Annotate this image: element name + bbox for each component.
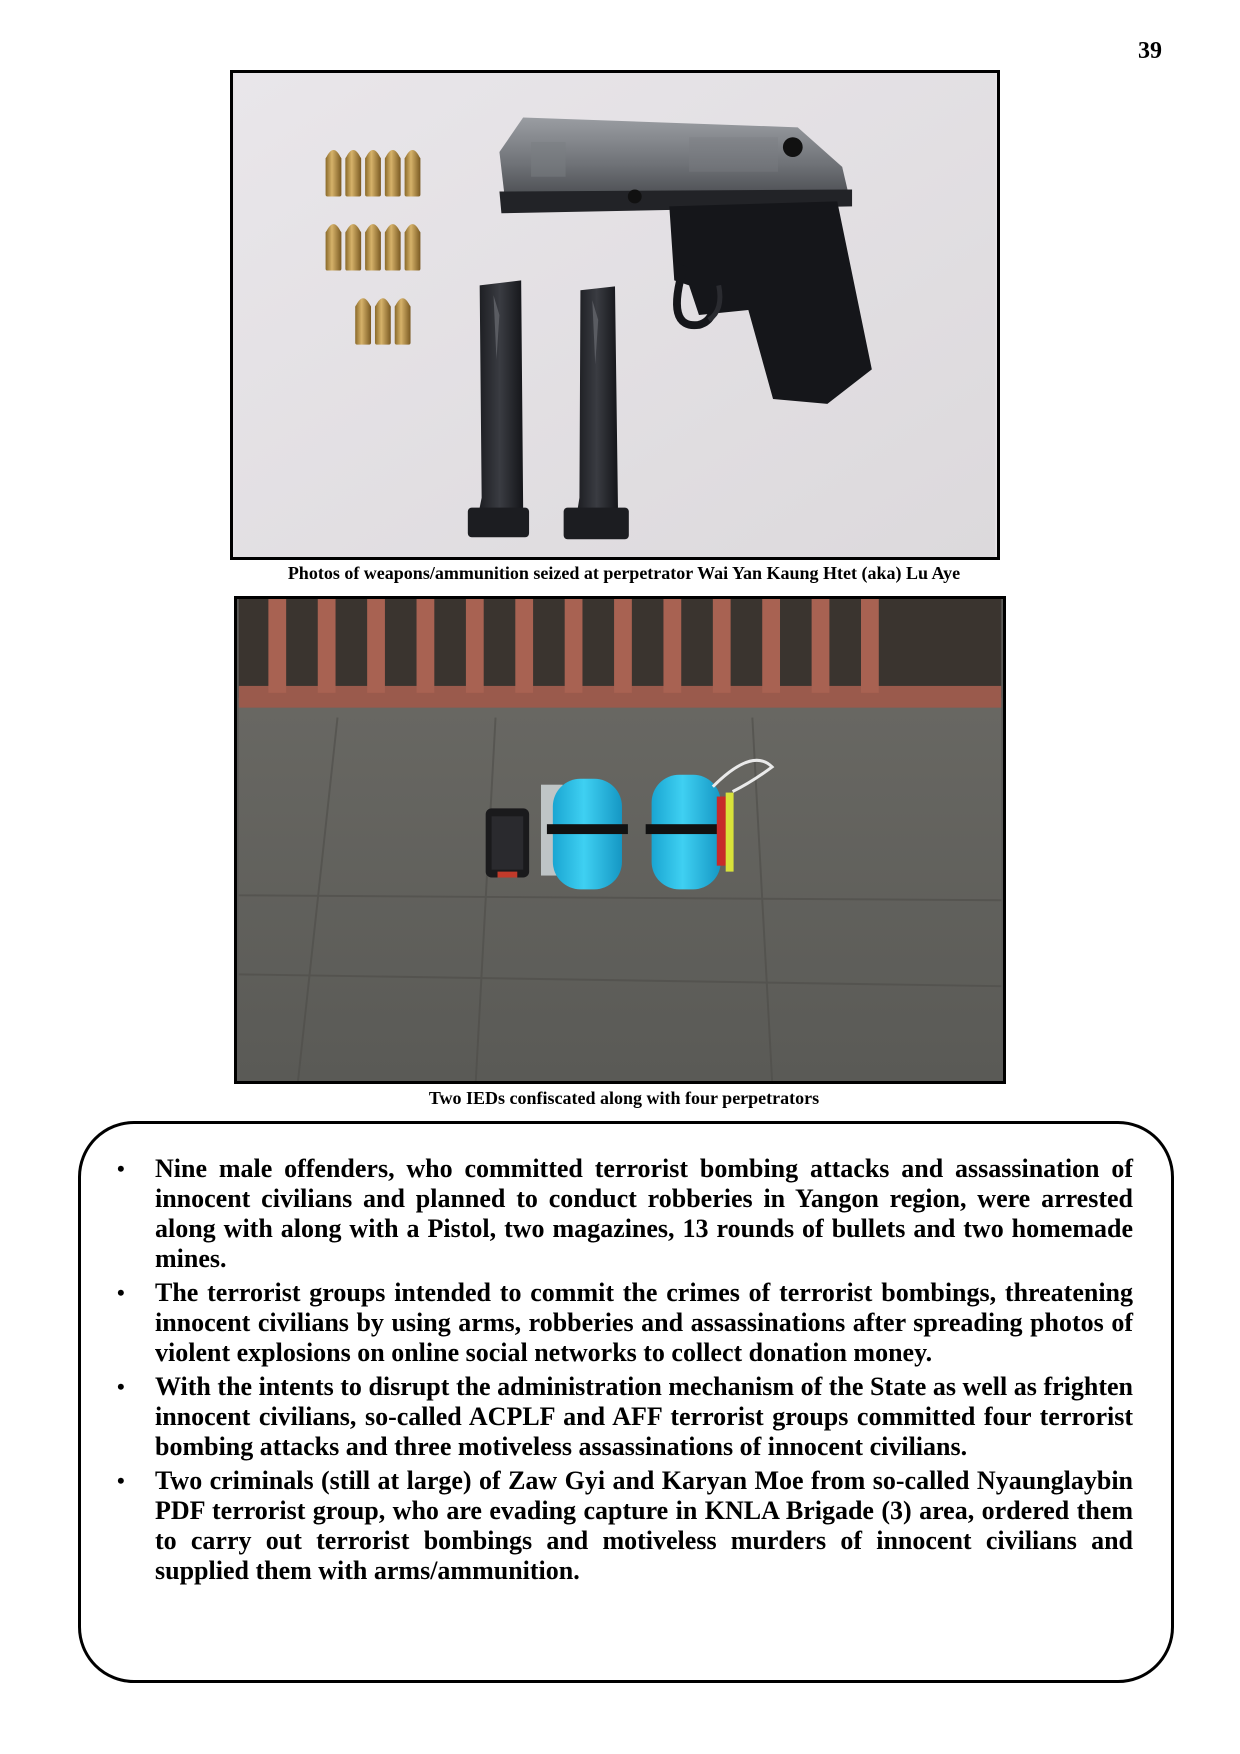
bullets-row-3 (355, 298, 410, 344)
weapons-photo-image (233, 73, 997, 557)
bullets-row-2 (326, 224, 421, 270)
page-number: 39 (1138, 38, 1162, 64)
ieds-photo (234, 596, 1006, 1084)
summary-notes-box (78, 1121, 1174, 1683)
note-text: With the intents to disrupt the administration mechanism of the State as well as frighten innocent civilians, so-called ACPLF and AFF terrorist groups committed four terrorist bombing attacks and three motiveless assassinations of innocent civilians. (155, 1372, 1133, 1461)
bullets-row-1 (326, 150, 421, 196)
bullet-icon: • (117, 1156, 125, 1181)
ied-1 (541, 779, 628, 890)
bullet-icon: • (117, 1280, 125, 1305)
bullet-icon: • (117, 1468, 125, 1493)
note-item (111, 1154, 1133, 1274)
note-item (111, 1372, 1133, 1462)
note-item (111, 1278, 1133, 1368)
figure-caption-ieds: Two IEDs confiscated along with four perpetrators (428, 1088, 820, 1108)
note-text: Nine male offenders, who committed terrorist bombing attacks and assassination of innocent civilians and planned to conduct robberies in Yangon region, were arrested along with along with a Pistol, two magazines, 13 rounds of bullets and two homemade mines. (155, 1154, 1133, 1273)
bullet-icon: • (117, 1374, 125, 1399)
note-text: Two criminals (still at large) of Zaw Gyi and Karyan Moe from so-called Nyaunglaybin PDF terrorist group, who are evading capture in KNLA Brigade (3) area, ordered them to carry out terrorist bombings and motiveless murders of innocent civilians and supplied them with arms/ammunition. (155, 1466, 1133, 1585)
battery-pack (486, 808, 529, 877)
ieds-photo-image (237, 599, 1003, 1081)
weapons-photo (230, 70, 1000, 560)
summary-notes-list (111, 1154, 1133, 1586)
note-item (111, 1466, 1133, 1586)
figure-caption-weapons: Photos of weapons/ammunition seized at perpetrator Wai Yan Kaung Htet (aka) Lu Aye (287, 563, 961, 583)
note-text: The terrorist groups intended to commit the crimes of terrorist bombings, threatening innocent civilians by using arms, robberies and assassinations after spreading photos of violent explosions on online social networks to collect donation money. (155, 1278, 1133, 1367)
